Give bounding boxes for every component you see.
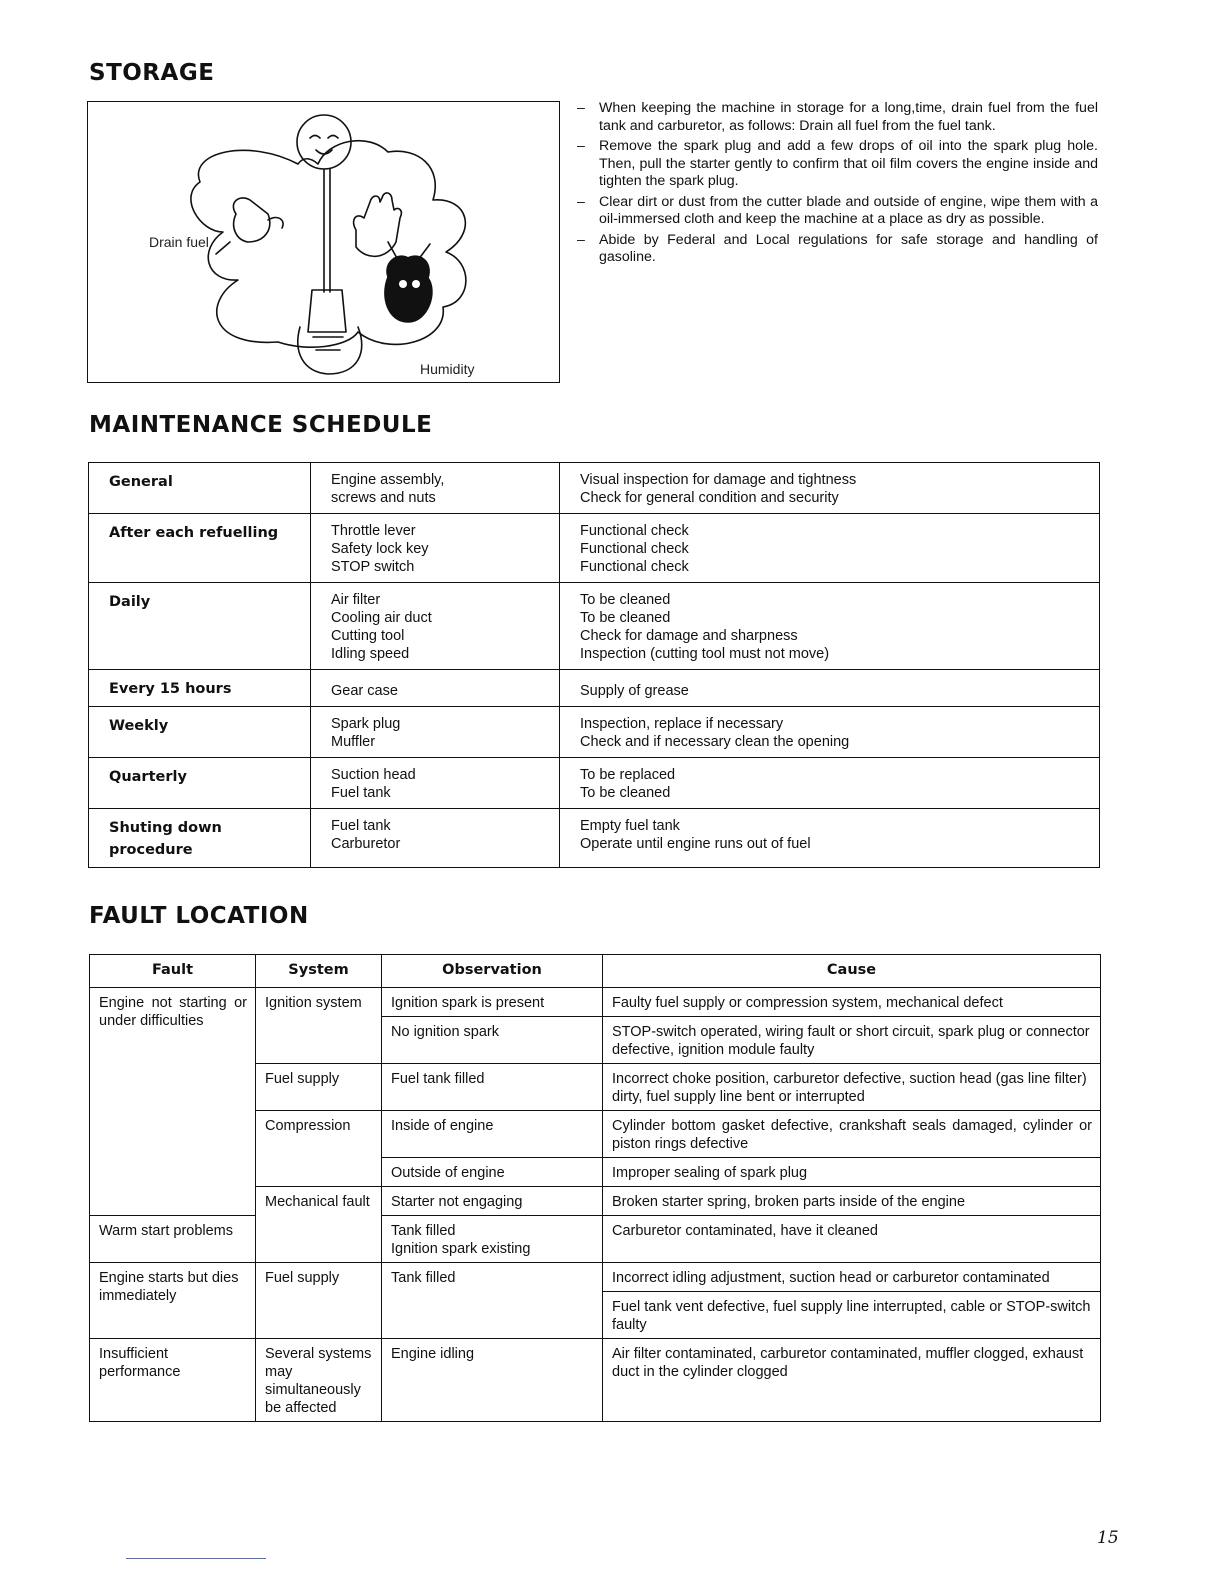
parts-cell: Suction head Fuel tank [311, 758, 560, 809]
action-cell: To be replaced To be cleaned [560, 758, 1100, 809]
parts-cell: Engine assembly, screws and nuts [311, 463, 560, 514]
fault-cell: Warm start problems [90, 1216, 256, 1263]
interval-cell: Weekly [89, 707, 311, 758]
interval-cell: Daily [89, 583, 311, 670]
storage-title: STORAGE [89, 60, 215, 86]
storage-instructions [576, 100, 1098, 270]
cause-cell: Broken starter spring, broken parts inside of the engine [603, 1187, 1101, 1216]
maintenance-table [88, 462, 1100, 868]
cause-cell: Fuel tank vent defective, fuel supply line interrupted, cable or STOP-switch faulty [603, 1292, 1101, 1339]
observation-cell: Fuel tank filled [382, 1064, 603, 1111]
interval-cell: General [89, 463, 311, 514]
cause-cell: Carburetor contaminated, have it cleaned [603, 1216, 1101, 1263]
observation-cell: Outside of engine [382, 1158, 603, 1187]
observation-cell: Engine idling [382, 1339, 603, 1422]
table-row [90, 988, 1101, 1017]
action-cell: Inspection, replace if necessary Check and if necessary clean the opening [560, 707, 1100, 758]
action-cell: Empty fuel tank Operate until engine runs out of fuel [560, 809, 1100, 868]
table-row [89, 707, 1100, 758]
table-row [89, 758, 1100, 809]
observation-cell: Tank filled Ignition spark existing [382, 1216, 603, 1263]
interval-cell: Every 15 hours [89, 670, 311, 707]
table-row [89, 809, 1100, 868]
table-row [89, 670, 1100, 707]
action-cell: Functional check Functional check Functional check [560, 514, 1100, 583]
humidity-label: Humidity [420, 361, 475, 377]
interval-cell: Shuting down procedure [89, 809, 311, 868]
header-fault: Fault [90, 955, 256, 988]
system-cell: Ignition system [256, 988, 382, 1064]
table-header-row [90, 955, 1101, 988]
parts-cell: Spark plug Muffler [311, 707, 560, 758]
cause-cell: Incorrect idling adjustment, suction head or carburetor contaminated [603, 1263, 1101, 1292]
action-cell: Visual inspection for damage and tightness Check for general condition and security [560, 463, 1100, 514]
cause-cell: Faulty fuel supply or compression system, mechanical defect [603, 988, 1101, 1017]
system-cell: Several systems may simultaneously be affected [256, 1339, 382, 1422]
observation-cell: Ignition spark is present [382, 988, 603, 1017]
cause-cell: Cylinder bottom gasket defective, crankshaft seals damaged, cylinder or piston rings defective [603, 1111, 1101, 1158]
storage-item: – When keeping the machine in storage for a long,time, drain fuel from the fuel tank and carburetor, as follows: Drain all fuel from the fuel tank. [576, 100, 1098, 135]
fault-table [89, 954, 1101, 1422]
parts-cell: Air filter Cooling air duct Cutting tool Idling speed [311, 583, 560, 670]
decorative-divider [126, 1558, 266, 1559]
storage-item: – Clear dirt or dust from the cutter blade and outside of engine, wipe them with a oil-immersed cloth and keep the machine at a place as dry as possible. [576, 194, 1098, 229]
interval-cell: Quarterly [89, 758, 311, 809]
observation-cell: Starter not engaging [382, 1187, 603, 1216]
storage-item: – Remove the spark plug and add a few drops of oil into the spark plug hole. Then, pull the starter gently to confirm that oil film covers the engine inside and tighten the spark plug. [576, 138, 1098, 191]
observation-cell: No ignition spark [382, 1017, 603, 1064]
maintenance-title: MAINTENANCE SCHEDULE [89, 412, 433, 438]
header-cause: Cause [603, 955, 1101, 988]
fault-cell: Engine not starting or under difficulties [90, 988, 256, 1216]
drain-fuel-label: Drain fuel [149, 234, 209, 250]
table-row [89, 583, 1100, 670]
observation-cell: Tank filled [382, 1263, 603, 1339]
parts-cell: Gear case [311, 670, 560, 707]
fault-cell: Engine starts but dies immediately [90, 1263, 256, 1339]
table-row [89, 463, 1100, 514]
page-number: 15 [1097, 1528, 1119, 1548]
fault-cell: Insufficient performance [90, 1339, 256, 1422]
system-cell: Fuel supply [256, 1263, 382, 1339]
storage-illustration [87, 101, 560, 383]
cause-cell: Incorrect choke position, carburetor defective, suction head (gas line filter) dirty, fuel supply line bent or interrupted [603, 1064, 1101, 1111]
parts-cell: Throttle lever Safety lock key STOP switch [311, 514, 560, 583]
header-system: System [256, 955, 382, 988]
observation-cell: Inside of engine [382, 1111, 603, 1158]
system-cell: Mechanical fault [256, 1187, 382, 1263]
action-cell: To be cleaned To be cleaned Check for damage and sharpness Inspection (cutting tool must not move) [560, 583, 1100, 670]
header-observation: Observation [382, 955, 603, 988]
parts-cell: Fuel tank Carburetor [311, 809, 560, 868]
table-row [90, 1216, 1101, 1263]
cause-cell: Air filter contaminated, carburetor contaminated, muffler clogged, exhaust duct in the cylinder clogged [603, 1339, 1101, 1422]
system-cell: Fuel supply [256, 1064, 382, 1111]
interval-cell: After each refuelling [89, 514, 311, 583]
table-row [89, 514, 1100, 583]
fault-title: FAULT LOCATION [89, 903, 309, 929]
table-row [90, 1339, 1101, 1422]
cause-cell: STOP-switch operated, wiring fault or short circuit, spark plug or connector defective, ignition module faulty [603, 1017, 1101, 1064]
action-cell: Supply of grease [560, 670, 1100, 707]
storage-item: – Abide by Federal and Local regulations for safe storage and handling of gasoline. [576, 232, 1098, 267]
system-cell: Compression [256, 1111, 382, 1187]
table-row [90, 1263, 1101, 1292]
cause-cell: Improper sealing of spark plug [603, 1158, 1101, 1187]
